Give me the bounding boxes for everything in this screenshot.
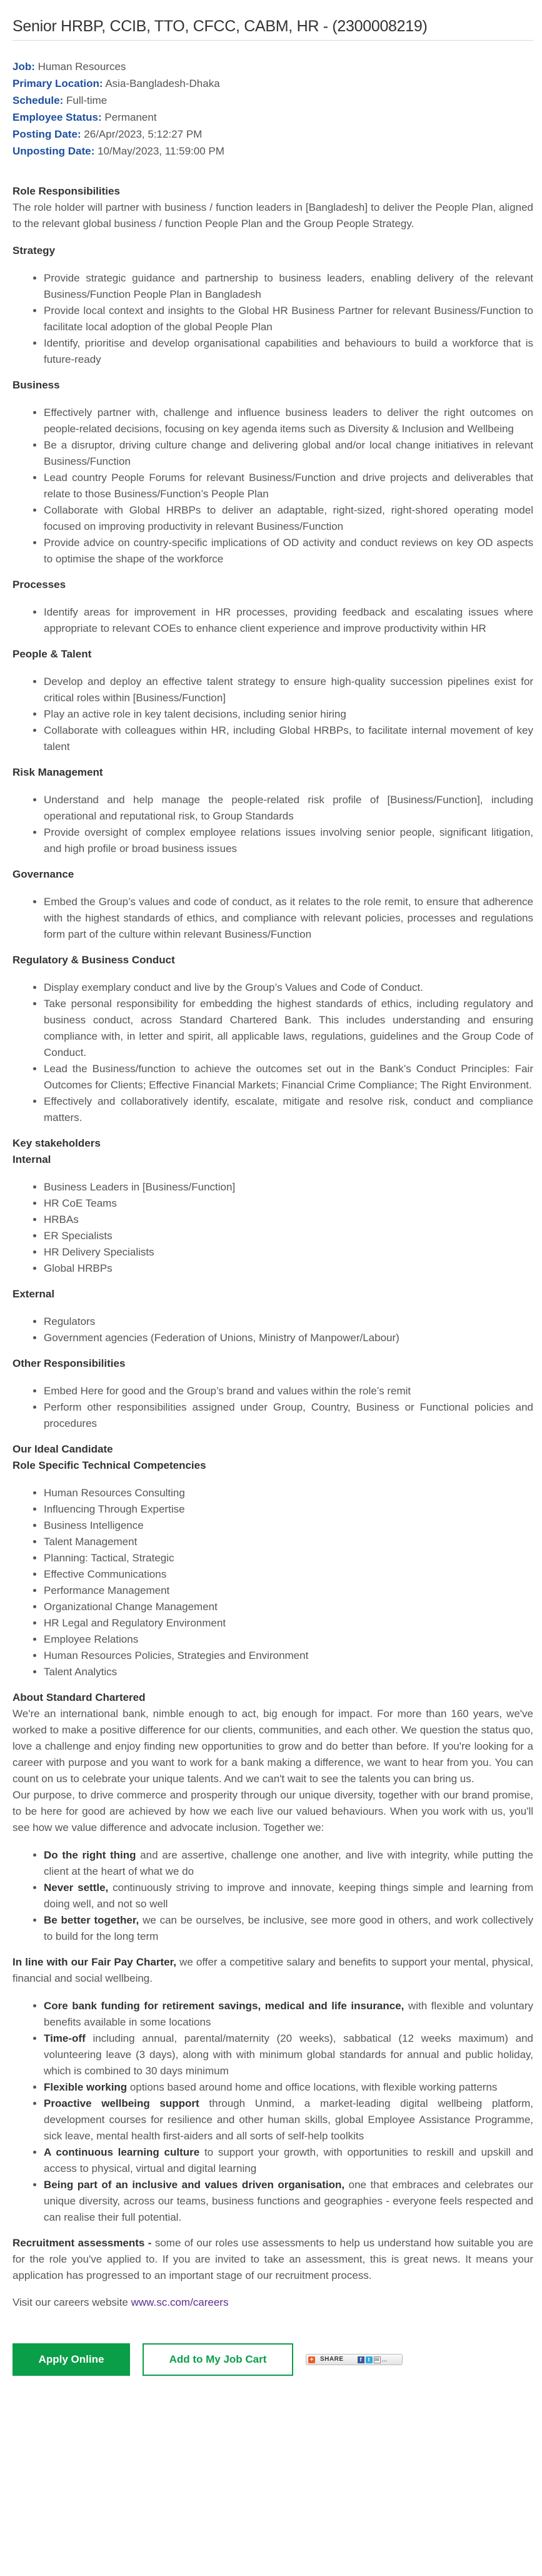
list-item xyxy=(44,405,533,437)
list-item xyxy=(44,1880,533,1912)
list-item-text: Influencing Through Expertise xyxy=(44,1503,185,1515)
list-item xyxy=(44,1093,533,1126)
paragraph xyxy=(13,2295,533,2311)
list-item xyxy=(44,1212,533,1228)
section-heading: Other Responsibilities xyxy=(13,1357,126,1369)
bullet-list xyxy=(13,1485,533,1680)
list-item-text: Effectively partner with, challenge and influence business leaders to deliver the right outcomes on people-related decisions, focusing on key agenda items such as Diversity & Inclusion and Wellbeing xyxy=(44,407,533,435)
paragraph xyxy=(13,2235,533,2284)
list-item-text: Provide oversight of complex employee relations issues involving senior people, significant litigation, and high profile or broad business issues xyxy=(44,826,533,854)
list-item-text: including annual, parental/maternity (20 weeks), sabbatical (12 weeks maximum) and volunteering leave (3 days), along with with minimum global standards for annual and public holiday, which is combined to 30 days minimum xyxy=(44,2032,533,2077)
list-item-text: Identify areas for improvement in HR processes, providing feedback and escalating issues where appropriate to relevant COEs to enhance client experience and improve productivity within HR xyxy=(44,606,533,634)
list-item-text: ER Specialists xyxy=(44,1230,113,1242)
list-item xyxy=(44,1228,533,1244)
list-item-text: to support your growth, with opportunities to reskill and upskill and access to physical, virtual and digital learning xyxy=(44,2146,534,2174)
section-heading: Role Responsibilities xyxy=(13,185,120,197)
paragraph-lead: In line with our Fair Pay Charter, xyxy=(13,1956,176,1968)
list-item-text: Talent Management xyxy=(44,1536,138,1548)
list-item-text: Be a disruptor, driving culture change and delivering global and/or local change initiatives in relevant Business/Function xyxy=(44,439,533,467)
careers-link[interactable]: www.sc.com/careers xyxy=(131,2296,229,2308)
section-heading: Risk Management xyxy=(13,766,103,778)
list-item xyxy=(44,706,533,723)
list-item-text: through Unmind, a market-leading digital wellbeing platform, development courses for resilience and other human skills, global Employee Assistance Programme, sick leave, mental health first-aiders and all sorts of self-help toolkits xyxy=(44,2097,533,2142)
list-item-text: Employee Relations xyxy=(44,1633,139,1645)
meta-employee-status xyxy=(13,109,533,126)
paragraph-text: some of our roles use assessments to help us understand how suitable you are for the role you've applied to. If you are invited to take an assessment, this is great news. It means your application has progressed to an important stage of our recruitment process. xyxy=(13,2237,533,2281)
section-heading: Internal xyxy=(13,1154,51,1165)
list-item-text: Identify, prioritise and develop organisational capabilities and behaviours to build a workforce that is future-ready xyxy=(44,337,533,365)
list-item xyxy=(44,1260,533,1277)
section-heading: People & Talent xyxy=(13,648,92,660)
list-item-text: Global HRBPs xyxy=(44,1262,113,1274)
list-item xyxy=(44,1314,533,1330)
list-item xyxy=(44,604,533,637)
list-item xyxy=(44,1179,533,1195)
meta-primary-location xyxy=(13,75,533,92)
paragraph xyxy=(13,1954,533,1987)
meta-value: Human Resources xyxy=(38,61,126,73)
meta-label: Posting Date: xyxy=(13,128,81,140)
list-item xyxy=(44,1485,533,1501)
list-item xyxy=(44,2079,533,2096)
paragraph xyxy=(13,1787,533,1836)
list-item-text: Government agencies (Federation of Unions, Ministry of Manpower/Labour) xyxy=(44,1332,399,1344)
list-item-lead: Being part of an inclusive and values driven organisation, xyxy=(44,2179,345,2191)
list-item-text: HR CoE Teams xyxy=(44,1197,117,1209)
list-item xyxy=(44,1648,533,1664)
meta-value: Permanent xyxy=(104,111,157,123)
list-item xyxy=(44,1518,533,1534)
meta-unposting-date xyxy=(13,143,533,160)
meta-job xyxy=(13,58,533,75)
share-label: SHARE xyxy=(320,2356,344,2363)
list-item-text: Human Resources Consulting xyxy=(44,1487,185,1499)
list-item xyxy=(44,1847,533,1880)
section-heading: Our Ideal Candidate xyxy=(13,1443,113,1455)
meta-value: 10/May/2023, 11:59:00 PM xyxy=(98,145,224,157)
list-item xyxy=(44,2177,533,2226)
bullet-list xyxy=(13,1383,533,1432)
list-item xyxy=(44,1244,533,1260)
list-item-text: Business Intelligence xyxy=(44,1519,144,1531)
list-item-text: Embed Here for good and the Group’s brand and values within the role’s remit xyxy=(44,1385,411,1397)
list-item xyxy=(44,2096,533,2144)
list-item-text: and are assertive, challenge one another, and live with integrity, while putting the client at the heart of what we do xyxy=(44,1849,533,1877)
meta-label: Employee Status: xyxy=(13,111,102,123)
list-item-text: Understand and help manage the people-related risk profile of [Business/Function], including operational and reputational risk, to Group Standards xyxy=(44,794,533,822)
job-description xyxy=(13,183,533,2311)
bullet-list xyxy=(13,270,533,368)
list-item xyxy=(44,824,533,857)
list-item xyxy=(44,2031,533,2079)
list-item-text: Organizational Change Management xyxy=(44,1601,218,1613)
list-item-text: Regulators xyxy=(44,1316,96,1327)
apply-online-button[interactable]: Apply Online xyxy=(13,2343,130,2376)
list-item-lead: Core bank funding for retirement savings, medical and life insurance, xyxy=(44,2000,404,2012)
list-item-text: Perform other responsibilities assigned under Group, Country, Business or Functional policies and procedures xyxy=(44,1401,533,1429)
list-item xyxy=(44,437,533,470)
list-item xyxy=(44,303,533,335)
bullet-list xyxy=(13,792,533,857)
meta-label: Job: xyxy=(13,61,35,73)
more-icon[interactable]: … xyxy=(381,2356,388,2363)
section-heading: Key stakeholders xyxy=(13,1137,101,1149)
list-item xyxy=(44,1566,533,1583)
list-item xyxy=(44,1998,533,2031)
list-item xyxy=(44,792,533,824)
list-item-lead: Be better together, xyxy=(44,1914,139,1926)
bullet-list xyxy=(13,674,533,755)
list-item xyxy=(44,1061,533,1093)
list-item xyxy=(44,1330,533,1346)
list-item-text: Planning: Tactical, Strategic xyxy=(44,1552,174,1564)
list-item xyxy=(44,1501,533,1518)
list-item-text: Display exemplary conduct and live by the Group’s Values and Code of Conduct. xyxy=(44,981,423,993)
section-heading: About Standard Chartered xyxy=(13,1691,146,1703)
bullet-list xyxy=(13,405,533,567)
list-item-lead: Do the right thing xyxy=(44,1849,136,1861)
meta-label: Schedule: xyxy=(13,94,64,106)
section-heading: Strategy xyxy=(13,245,56,256)
list-item-text: Develop and deploy an effective talent strategy to ensure high-quality succession pipelines exist for critical roles within [Business/Function] xyxy=(44,676,533,704)
paragraph xyxy=(13,200,533,232)
list-item xyxy=(44,502,533,535)
bullet-list xyxy=(13,1998,533,2226)
list-item xyxy=(44,980,533,996)
bullet-list xyxy=(13,1847,533,1945)
paragraph-text: we offer a competitive salary and benefits to support your mental, physical, financial and social wellbeing. xyxy=(13,1956,533,1984)
meta-posting-date xyxy=(13,126,533,143)
bullet-list xyxy=(13,1314,533,1346)
list-item-text: Collaborate with Global HRBPs to deliver an adaptable, right-sized, right-shored operating model focused on improving productivity in relevant Business/Function xyxy=(44,504,533,532)
list-item-text: Business Leaders in [Business/Function] xyxy=(44,1181,236,1193)
share-button[interactable] xyxy=(306,2354,403,2365)
list-item-lead: Flexible working xyxy=(44,2081,128,2093)
paragraph-text: We're an international bank, nimble enough to act, big enough for impact. For more than 160 years, we've worked to make a positive difference for our clients, communities, and each other. We question the status quo, love a challenge and enjoy finding new opportunities to grow and do better than before. If you're looking for a career with purpose and you want to work for a bank making a difference, we want to hear from you. You can count on us to celebrate your unique talents. And we can't wait to see the talents you can bring us. xyxy=(13,1708,533,1785)
list-item-text: one that embraces and celebrates our unique diversity, across our teams, business functions and geographies - everyone feels respected and can realise their full potential. xyxy=(44,2179,533,2223)
job-meta xyxy=(13,58,533,160)
meta-schedule xyxy=(13,92,533,109)
list-item xyxy=(44,996,533,1061)
bullet-list xyxy=(13,1179,533,1277)
list-item xyxy=(44,270,533,303)
list-item-text: HR Legal and Regulatory Environment xyxy=(44,1617,226,1629)
list-item xyxy=(44,1599,533,1615)
list-item xyxy=(44,1912,533,1945)
list-item xyxy=(44,1631,533,1648)
email-icon[interactable]: ✉ xyxy=(374,2356,379,2363)
list-item xyxy=(44,1664,533,1680)
title-divider xyxy=(13,40,533,41)
meta-value: Asia-Bangladesh-Dhaka xyxy=(105,78,220,89)
list-item xyxy=(44,1615,533,1631)
list-item xyxy=(44,723,533,755)
list-item-text: HR Delivery Specialists xyxy=(44,1246,154,1258)
addthis-plus-icon: + xyxy=(308,2356,315,2363)
job-title: Senior HRBP, CCIB, TTO, CFCC, CABM, HR - (2300008219) xyxy=(13,18,428,35)
list-item-text: Talent Analytics xyxy=(44,1666,118,1678)
meta-value: 26/Apr/2023, 5:12:27 PM xyxy=(84,128,203,140)
job-actions xyxy=(13,2343,533,2376)
twitter-icon[interactable]: t xyxy=(366,2356,373,2363)
list-item-lead: Never settle, xyxy=(44,1882,109,1894)
facebook-icon[interactable]: f xyxy=(358,2356,364,2363)
list-item xyxy=(44,535,533,567)
section-heading: Processes xyxy=(13,579,66,591)
bullet-list xyxy=(13,980,533,1126)
list-item-text: with flexible and voluntary benefits available in some locations xyxy=(44,2000,533,2028)
list-item-text: Play an active role in key talent decisions, including senior hiring xyxy=(44,708,346,720)
bullet-list xyxy=(13,604,533,637)
share-icons xyxy=(358,2351,388,2368)
meta-label: Unposting Date: xyxy=(13,145,95,157)
paragraph-text: Our purpose, to drive commerce and prosperity through our unique diversity, together with our brand promise, to be here for good are achieved by how we each live our valued behaviours. When you work with us, you'll see how we value difference and advocate inclusion. Together we: xyxy=(13,1789,533,1833)
list-item-text: options based around home and office locations, with flexible working patterns xyxy=(127,2081,498,2093)
list-item-text: Provide local context and insights to the Global HR Business Partner for relevant Business/Function to facilitate local adoption of the global People Plan xyxy=(44,305,533,333)
list-item xyxy=(44,335,533,368)
list-item-text: Embed the Group’s values and code of conduct, as it relates to the role remit, to ensure that adherence with the highest standards of ethics, and compliance with relevant policies, processes and regulations form part of the culture within relevant Business/Function xyxy=(44,896,533,940)
list-item-text: Effective Communications xyxy=(44,1568,167,1580)
bullet-list xyxy=(13,894,533,943)
list-item-text: Lead country People Forums for relevant Business/Function and drive projects and deliverables that relate to those Business/Function’s People Plan xyxy=(44,472,533,500)
list-item xyxy=(44,1399,533,1432)
list-item-text: Take personal responsibility for embedding the highest standards of ethics, including regulatory and business conduct, across Standard Chartered Bank. This includes understanding and ensuring compliance with, in letter and spirit, all applicable laws, regulations, guidelines and the Group Code of Conduct. xyxy=(44,998,533,1058)
list-item xyxy=(44,1583,533,1599)
section-heading: External xyxy=(13,1288,55,1300)
list-item-text: Provide strategic guidance and partnership to business leaders, enabling delivery of the relevant Business/Function People Plan in Bangladesh xyxy=(44,272,533,300)
list-item xyxy=(44,470,533,502)
list-item-text: Provide advice on country-specific implications of OD activity and conduct reviews on key OD aspects to optimise the shape of the workforce xyxy=(44,537,533,565)
list-item xyxy=(44,1534,533,1550)
list-item-lead: Proactive wellbeing support xyxy=(44,2097,199,2109)
section-heading: Regulatory & Business Conduct xyxy=(13,954,175,966)
list-item-text: we can be ourselves, be inclusive, see more good in others, and work collectively to build for the long term xyxy=(44,1914,534,1942)
section-heading: Business xyxy=(13,379,60,391)
add-to-job-cart-button[interactable]: Add to My Job Cart xyxy=(143,2343,293,2376)
paragraph-lead: Recruitment assessments - xyxy=(13,2237,152,2249)
list-item-lead: A continuous learning culture xyxy=(44,2146,200,2158)
list-item xyxy=(44,2144,533,2177)
paragraph-text: Visit our careers website xyxy=(13,2296,131,2308)
list-item-text: Lead the Business/function to achieve the outcomes set out in the Bank’s Conduct Principles: Fair Outcomes for Clients; Effective Financial Markets; Financial Crime Compliance; The Right Environment. xyxy=(44,1063,533,1091)
list-item-text: continuously striving to improve and innovate, keeping things simple and learning from doing well, and not so well xyxy=(44,1882,533,1910)
list-item xyxy=(44,1195,533,1212)
paragraph-text: The role holder will partner with business / function leaders in [Bangladesh] to deliver the People Plan, aligned to the relevant global business / function People Plan and the Group People Strategy. xyxy=(13,201,533,230)
list-item xyxy=(44,674,533,706)
section-heading: Role Specific Technical Competencies xyxy=(13,1459,206,1471)
list-item-text: Performance Management xyxy=(44,1585,170,1596)
list-item-text: Human Resources Policies, Strategies and Environment xyxy=(44,1650,309,1661)
meta-label: Primary Location: xyxy=(13,78,103,89)
paragraph xyxy=(13,1706,533,1787)
section-heading: Governance xyxy=(13,868,74,880)
list-item-lead: Time-off xyxy=(44,2032,86,2044)
list-item-text: HRBAs xyxy=(44,1214,79,1225)
list-item xyxy=(44,1550,533,1566)
list-item xyxy=(44,1383,533,1399)
list-item xyxy=(44,894,533,943)
meta-value: Full-time xyxy=(66,94,108,106)
list-item-text: Effectively and collaboratively identify, escalate, mitigate and resolve risk, conduct and compliance matters. xyxy=(44,1095,533,1123)
list-item-text: Collaborate with colleagues within HR, including Global HRBPs, to facilitate internal movement of key talent xyxy=(44,724,533,753)
